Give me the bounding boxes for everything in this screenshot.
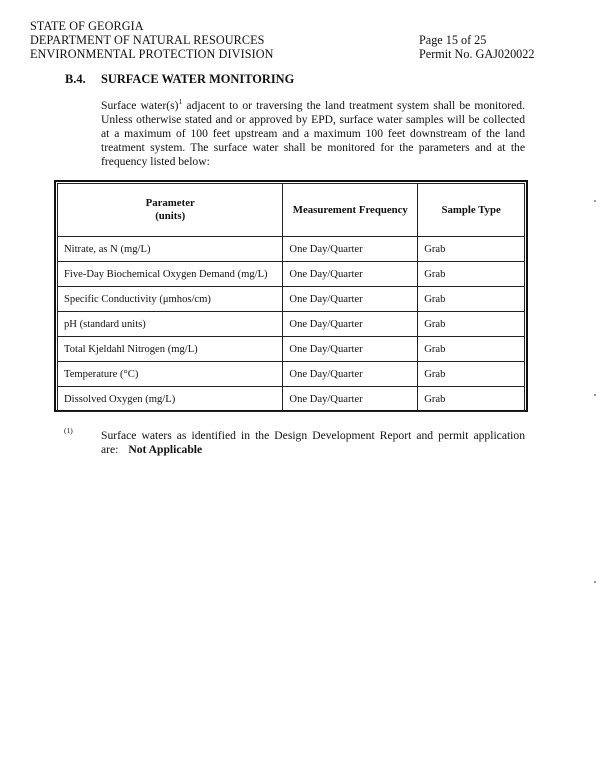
paragraph-text: adjacent to or traversing the land treatment system shall be monitored. Unless otherwise stated and or approved by EPD, surface water samples will be collected at a maximum of 100 feet upstream and a maximum 100 feet downstream of the land treatment system. The surface water shall be monitored for the parameters and at the frequency listed below: bbox=[101, 99, 525, 168]
table-row bbox=[58, 362, 525, 387]
scan-speck bbox=[594, 394, 596, 396]
page-number: Page 15 of 25 bbox=[419, 33, 487, 47]
cell-frequency: One Day/Quarter bbox=[283, 287, 418, 312]
cell-sample-type: Grab bbox=[418, 312, 525, 337]
cell-parameter: Nitrate, as N (mg/L) bbox=[58, 237, 283, 262]
cell-sample-type: Grab bbox=[418, 237, 525, 262]
cell-frequency: One Day/Quarter bbox=[283, 237, 418, 262]
header-sample-type: Sample Type bbox=[418, 184, 525, 237]
cell-parameter: Dissolved Oxygen (mg/L) bbox=[58, 387, 283, 412]
header-units-label: (units) bbox=[155, 210, 186, 222]
paragraph-lead: Surface water(s) bbox=[101, 99, 179, 112]
scan-speck bbox=[594, 581, 596, 583]
cell-parameter: Temperature (°C) bbox=[58, 362, 283, 387]
footnote-text bbox=[101, 429, 525, 457]
cell-sample-type: Grab bbox=[418, 287, 525, 312]
table-row bbox=[58, 337, 525, 362]
page-info bbox=[419, 33, 534, 61]
permit-number: Permit No. GAJ020022 bbox=[419, 47, 535, 61]
cell-parameter: Specific Conductivity (μmhos/cm) bbox=[58, 287, 283, 312]
cell-sample-type: Grab bbox=[418, 362, 525, 387]
table-row bbox=[58, 287, 525, 312]
table-row bbox=[58, 312, 525, 337]
scan-speck bbox=[594, 200, 596, 202]
cell-parameter: Total Kjeldahl Nitrogen (mg/L) bbox=[58, 337, 283, 362]
table-header-row bbox=[58, 184, 525, 237]
agency-line-department: DEPARTMENT OF NATURAL RESOURCES bbox=[30, 33, 265, 47]
monitoring-paragraph bbox=[101, 99, 525, 169]
cell-frequency: One Day/Quarter bbox=[283, 262, 418, 287]
table-row bbox=[58, 387, 525, 412]
cell-frequency: One Day/Quarter bbox=[283, 337, 418, 362]
cell-sample-type: Grab bbox=[418, 262, 525, 287]
cell-sample-type: Grab bbox=[418, 387, 525, 412]
footnote-body: Surface waters as identified in the Design Development Report and permit application are: bbox=[101, 429, 525, 456]
table-row bbox=[58, 237, 525, 262]
agency-line-division: ENVIRONMENTAL PROTECTION DIVISION bbox=[30, 47, 274, 61]
cell-frequency: One Day/Quarter bbox=[283, 312, 418, 337]
monitoring-table bbox=[57, 183, 525, 412]
cell-frequency: One Day/Quarter bbox=[283, 387, 418, 412]
cell-sample-type: Grab bbox=[418, 337, 525, 362]
table-row bbox=[58, 262, 525, 287]
agency-line-state: STATE OF GEORGIA bbox=[30, 19, 144, 33]
section-heading bbox=[65, 72, 294, 86]
cell-parameter: pH (standard units) bbox=[58, 312, 283, 337]
agency-header bbox=[30, 19, 274, 61]
header-frequency: Measurement Frequency bbox=[283, 184, 418, 237]
section-number: B.4. bbox=[65, 72, 86, 86]
header-parameter-label: Parameter bbox=[145, 197, 195, 209]
header-parameter bbox=[58, 184, 283, 237]
footnote-mark: (1) bbox=[64, 426, 73, 435]
cell-frequency: One Day/Quarter bbox=[283, 362, 418, 387]
monitoring-table-frame bbox=[54, 180, 528, 412]
section-title: SURFACE WATER MONITORING bbox=[101, 72, 295, 86]
footnote-reference: 1 bbox=[178, 97, 183, 107]
cell-parameter: Five-Day Biochemical Oxygen Demand (mg/L) bbox=[58, 262, 283, 287]
footnote-value: Not Applicable bbox=[128, 443, 203, 456]
